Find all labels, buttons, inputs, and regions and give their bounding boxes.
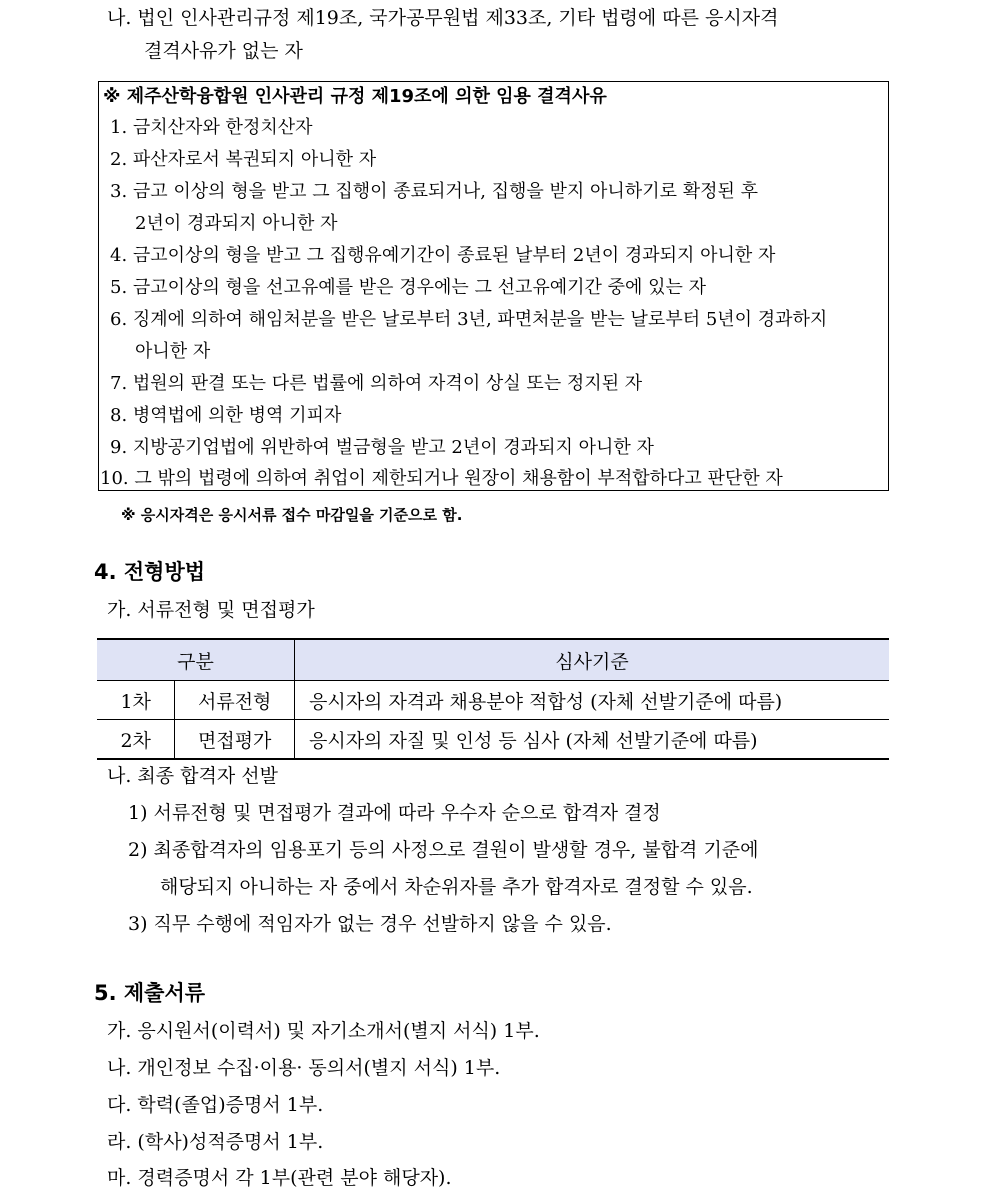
list-item: 1) 서류전형 및 면접평가 결과에 따라 우수자 순으로 합격자 결정 [128,802,661,824]
list-item: 8. 병역법에 의한 병역 기피자 [110,405,342,426]
list-item: 7. 법원의 판결 또는 다른 법률에 의하여 자격이 상실 또는 정지된 자 [110,373,643,394]
stage-cell: 2차 [97,720,175,760]
qualification-line-cont: 결격사유가 없는 자 [144,40,303,62]
criteria-cell: 응시자의 자격과 채용분야 적합성 (자체 선발기준에 따름) [295,681,890,720]
box-title: ※ 제주산학융합원 인사관리 규정 제19조에 의한 임용 결격사유 [103,86,607,107]
subsection-a: 가. 서류전형 및 면접평가 [107,599,315,621]
list-item: 4. 금고이상의 형을 받고 그 집행유예기간이 종료된 날부터 2년이 경과되지 아니한 자 [110,245,776,266]
disqualification-box [98,81,889,491]
criteria-table [97,638,889,760]
list-item: 9. 지방공기업법에 위반하여 벌금형을 받고 2년이 경과되지 아니한 자 [110,437,654,458]
stage-cell: 1차 [97,681,175,720]
list-item: 나. 개인정보 수집·이용· 동의서(별지 서식) 1부. [107,1057,501,1079]
list-item: 2. 파산자로서 복권되지 아니한 자 [110,149,377,170]
list-item: 1. 금치산자와 한정치산자 [110,117,313,138]
table-row [97,720,889,760]
list-item: 6. 징계에 의하여 해임처분을 받은 날로부터 3년, 파면처분을 받는 날로부터 5년이 경과하지 [110,309,828,330]
list-item-cont: 아니한 자 [135,341,211,362]
list-item: 라. (학사)성적증명서 1부. [107,1131,324,1153]
note: ※ 응시자격은 응시서류 접수 마감일을 기준으로 함. [121,506,463,524]
criteria-cell: 응시자의 자질 및 인성 등 심사 (자체 선발기준에 따름) [295,720,890,760]
section-heading-5: 5. 제출서류 [94,981,206,1005]
list-item: 다. 학력(졸업)증명서 1부. [107,1094,324,1116]
list-item: 10. 그 밖의 법령에 의하여 취업이 제한되거나 원장이 채용함이 부적합하다고 판단한 자 [100,468,783,489]
list-item-cont: 해당되지 아니하는 자 중에서 차순위자를 추가 합격자로 결정할 수 있음. [160,876,753,898]
list-item: 3. 금고 이상의 형을 받고 그 집행이 종료되거나, 집행을 받지 아니하기로 확정된 후 [110,181,758,202]
type-cell: 면접평가 [175,720,295,760]
table-header-criteria: 심사기준 [295,639,890,681]
list-item-cont: 2년이 경과되지 아니한 자 [135,213,338,234]
list-item: 마. 경력증명서 각 1부(관련 분야 해당자). [107,1167,452,1189]
list-item: 2) 최종합격자의 임용포기 등의 사정으로 결원이 발생할 경우, 불합격 기준에 [128,839,759,861]
type-cell: 서류전형 [175,681,295,720]
table-row [97,681,889,720]
list-item: 3) 직무 수행에 적임자가 없는 경우 선발하지 않을 수 있음. [128,913,612,935]
qualification-line: 나. 법인 인사관리규정 제19조, 국가공무원법 제33조, 기타 법령에 따른 응시자격 [107,7,779,29]
subsection-b: 나. 최종 합격자 선발 [107,765,278,787]
table-header-category: 구분 [97,639,295,681]
section-heading-4: 4. 전형방법 [94,560,206,584]
list-item: 가. 응시원서(이력서) 및 자기소개서(별지 서식) 1부. [107,1020,540,1042]
list-item: 5. 금고이상의 형을 선고유예를 받은 경우에는 그 선고유예기간 중에 있는 자 [110,277,707,298]
